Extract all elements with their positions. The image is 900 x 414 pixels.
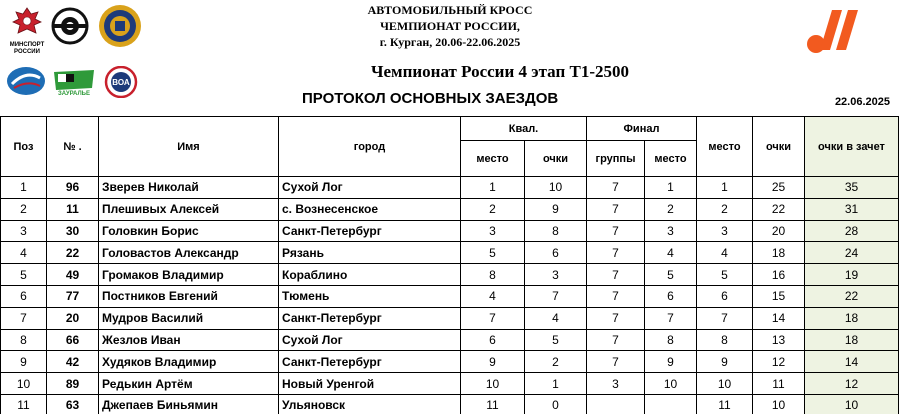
header-final-groups: группы	[587, 141, 645, 177]
final-group-cell: 7	[587, 351, 645, 373]
final-group-cell: 7	[587, 177, 645, 199]
qual-points-cell: 9	[525, 198, 587, 220]
city-cell: Новый Уренгой	[279, 373, 461, 395]
city-cell: Сухой Лог	[279, 177, 461, 199]
number-cell: 42	[47, 351, 99, 373]
qual-points-cell: 6	[525, 242, 587, 264]
counted-points-cell: 24	[805, 242, 899, 264]
pos-cell: 1	[1, 177, 47, 199]
pos-cell: 8	[1, 329, 47, 351]
name-cell: Редькин Артём	[99, 373, 279, 395]
number-cell: 49	[47, 264, 99, 286]
qual-place-cell: 7	[461, 307, 525, 329]
name-cell: Жезлов Иван	[99, 329, 279, 351]
pos-cell: 3	[1, 220, 47, 242]
name-cell: Плешивых Алексей	[99, 198, 279, 220]
seal-icon	[98, 4, 142, 48]
final-group-cell: 7	[587, 307, 645, 329]
final-group-cell: 7	[587, 198, 645, 220]
final-place-cell: 4	[645, 242, 697, 264]
overall-points-cell: 18	[753, 242, 805, 264]
counted-points-cell: 12	[805, 373, 899, 395]
name-cell: Мудров Василий	[99, 307, 279, 329]
protocol-date: 22.06.2025	[834, 96, 890, 108]
eagle-emblem-icon	[8, 4, 46, 42]
city-cell: Сухой Лог	[279, 329, 461, 351]
table-row	[1, 177, 899, 199]
championship-title: Чемпионат России 4 этап Т1-2500	[370, 62, 629, 81]
qual-place-cell: 6	[461, 329, 525, 351]
header-name: Имя	[99, 117, 279, 177]
number-cell: 11	[47, 198, 99, 220]
counted-points-cell: 18	[805, 329, 899, 351]
overall-place-cell: 7	[697, 307, 753, 329]
orange-brand-logo	[806, 4, 862, 56]
qual-place-cell: 5	[461, 242, 525, 264]
number-cell: 77	[47, 285, 99, 307]
overall-points-cell: 10	[753, 394, 805, 414]
final-place-cell: 8	[645, 329, 697, 351]
raf-logo	[50, 6, 90, 46]
counted-points-cell: 31	[805, 198, 899, 220]
steering-wheel-icon	[50, 6, 90, 46]
flag-emblem-icon	[52, 68, 96, 96]
minsport-logo	[8, 4, 46, 54]
sponsor-logos	[6, 4, 146, 100]
counted-points-cell: 35	[805, 177, 899, 199]
overall-place-cell: 2	[697, 198, 753, 220]
table-row	[1, 220, 899, 242]
name-cell: Громаков Владимир	[99, 264, 279, 286]
table-row	[1, 351, 899, 373]
counted-points-cell: 10	[805, 394, 899, 414]
final-place-cell: 2	[645, 198, 697, 220]
table-row	[1, 264, 899, 286]
final-group-cell: 7	[587, 242, 645, 264]
pos-cell: 2	[1, 198, 47, 220]
orange-m-icon	[806, 4, 862, 56]
counted-points-cell: 28	[805, 220, 899, 242]
qual-place-cell: 8	[461, 264, 525, 286]
name-cell: Постников Евгений	[99, 285, 279, 307]
voa-emblem-icon	[102, 66, 140, 98]
overall-place-cell: 1	[697, 177, 753, 199]
qual-points-cell: 5	[525, 329, 587, 351]
pos-cell: 4	[1, 242, 47, 264]
name-cell: Зверев Николай	[99, 177, 279, 199]
final-group-cell: 7	[587, 264, 645, 286]
header-qual-place: место	[461, 141, 525, 177]
header-qual-points: очки	[525, 141, 587, 177]
final-place-cell: 3	[645, 220, 697, 242]
overall-place-cell: 4	[697, 242, 753, 264]
city-cell: Кораблино	[279, 264, 461, 286]
zauralye-logo	[52, 68, 96, 96]
qual-points-cell: 10	[525, 177, 587, 199]
table-row	[1, 307, 899, 329]
event-type: АВТОМОБИЛЬНЫЙ КРОСС	[367, 3, 533, 17]
number-cell: 89	[47, 373, 99, 395]
qual-place-cell: 10	[461, 373, 525, 395]
number-cell: 30	[47, 220, 99, 242]
gold-seal-logo	[98, 4, 142, 48]
city-cell: Тюмень	[279, 285, 461, 307]
name-cell: Головастов Александр	[99, 242, 279, 264]
final-place-cell: 7	[645, 307, 697, 329]
qual-points-cell: 4	[525, 307, 587, 329]
results-table	[0, 116, 899, 414]
overall-points-cell: 16	[753, 264, 805, 286]
header-overall-points: очки	[753, 117, 805, 177]
header-final: Финал	[587, 117, 697, 141]
header-overall-place: место	[697, 117, 753, 177]
overall-points-cell: 14	[753, 307, 805, 329]
overall-place-cell: 8	[697, 329, 753, 351]
header-pos: Поз	[1, 117, 47, 177]
header-city: город	[279, 117, 461, 177]
final-group-cell: 7	[587, 329, 645, 351]
final-place-cell: 5	[645, 264, 697, 286]
final-group-cell: 7	[587, 285, 645, 307]
overall-place-cell: 11	[697, 394, 753, 414]
final-place-cell: 6	[645, 285, 697, 307]
event-header	[300, 2, 600, 50]
overall-points-cell: 25	[753, 177, 805, 199]
overall-points-cell: 20	[753, 220, 805, 242]
number-cell: 96	[47, 177, 99, 199]
minsport-caption: МИНСПОРТ РОССИИ	[9, 42, 45, 55]
final-place-cell	[645, 394, 697, 414]
qual-points-cell: 7	[525, 285, 587, 307]
city-cell: Санкт-Петербург	[279, 220, 461, 242]
header-qualification: Квал.	[461, 117, 587, 141]
final-place-cell: 9	[645, 351, 697, 373]
final-group-cell: 7	[587, 220, 645, 242]
results-body	[1, 177, 899, 414]
pos-cell: 7	[1, 307, 47, 329]
pos-cell: 11	[1, 394, 47, 414]
table-row	[1, 329, 899, 351]
counted-points-cell: 18	[805, 307, 899, 329]
qual-points-cell: 8	[525, 220, 587, 242]
pos-cell: 5	[1, 264, 47, 286]
city-cell: Санкт-Петербург	[279, 351, 461, 373]
overall-place-cell: 10	[697, 373, 753, 395]
table-row	[1, 394, 899, 414]
qual-points-cell: 0	[525, 394, 587, 414]
qual-place-cell: 2	[461, 198, 525, 220]
city-cell: Санкт-Петербург	[279, 307, 461, 329]
header-counted-points: очки в зачет	[805, 117, 899, 177]
championship-name: ЧЕМПИОНАТ РОССИИ,	[380, 19, 520, 33]
zauralye-text: ЗАУРАЛЬЕ	[57, 91, 91, 96]
table-row	[1, 285, 899, 307]
blue-emblem-icon	[6, 66, 46, 96]
name-cell: Головкин Борис	[99, 220, 279, 242]
header-number: № .	[47, 117, 99, 177]
overall-place-cell: 6	[697, 285, 753, 307]
counted-points-cell: 14	[805, 351, 899, 373]
city-cell: Ульяновск	[279, 394, 461, 414]
table-row	[1, 242, 899, 264]
overall-place-cell: 5	[697, 264, 753, 286]
overall-points-cell: 15	[753, 285, 805, 307]
overall-place-cell: 9	[697, 351, 753, 373]
overall-points-cell: 22	[753, 198, 805, 220]
number-cell: 66	[47, 329, 99, 351]
overall-points-cell: 13	[753, 329, 805, 351]
number-cell: 22	[47, 242, 99, 264]
qual-points-cell: 3	[525, 264, 587, 286]
city-cell: с. Вознесенское	[279, 198, 461, 220]
qual-place-cell: 9	[461, 351, 525, 373]
voa-text: ВОА	[112, 78, 130, 87]
protocol-title: ПРОТОКОЛ ОСНОВНЫХ ЗАЕЗДОВ	[302, 90, 559, 107]
table-row	[1, 198, 899, 220]
overall-place-cell: 3	[697, 220, 753, 242]
pos-cell: 10	[1, 373, 47, 395]
overall-points-cell: 11	[753, 373, 805, 395]
number-cell: 20	[47, 307, 99, 329]
final-place-cell: 10	[645, 373, 697, 395]
qual-points-cell: 2	[525, 351, 587, 373]
final-group-cell: 3	[587, 373, 645, 395]
qual-place-cell: 11	[461, 394, 525, 414]
event-location-dates: г. Курган, 20.06-22.06.2025	[379, 35, 521, 49]
qual-place-cell: 4	[461, 285, 525, 307]
overall-points-cell: 12	[753, 351, 805, 373]
name-cell: Джепаев Биньямин	[99, 394, 279, 414]
pos-cell: 9	[1, 351, 47, 373]
city-cell: Рязань	[279, 242, 461, 264]
counted-points-cell: 19	[805, 264, 899, 286]
qual-place-cell: 3	[461, 220, 525, 242]
counted-points-cell: 22	[805, 285, 899, 307]
blue-sport-logo	[6, 66, 46, 96]
final-group-cell	[587, 394, 645, 414]
qual-place-cell: 1	[461, 177, 525, 199]
final-place-cell: 1	[645, 177, 697, 199]
name-cell: Худяков Владимир	[99, 351, 279, 373]
number-cell: 63	[47, 394, 99, 414]
voa-logo	[102, 66, 140, 98]
qual-points-cell: 1	[525, 373, 587, 395]
header-final-place: место	[645, 141, 697, 177]
table-row	[1, 373, 899, 395]
pos-cell: 6	[1, 285, 47, 307]
